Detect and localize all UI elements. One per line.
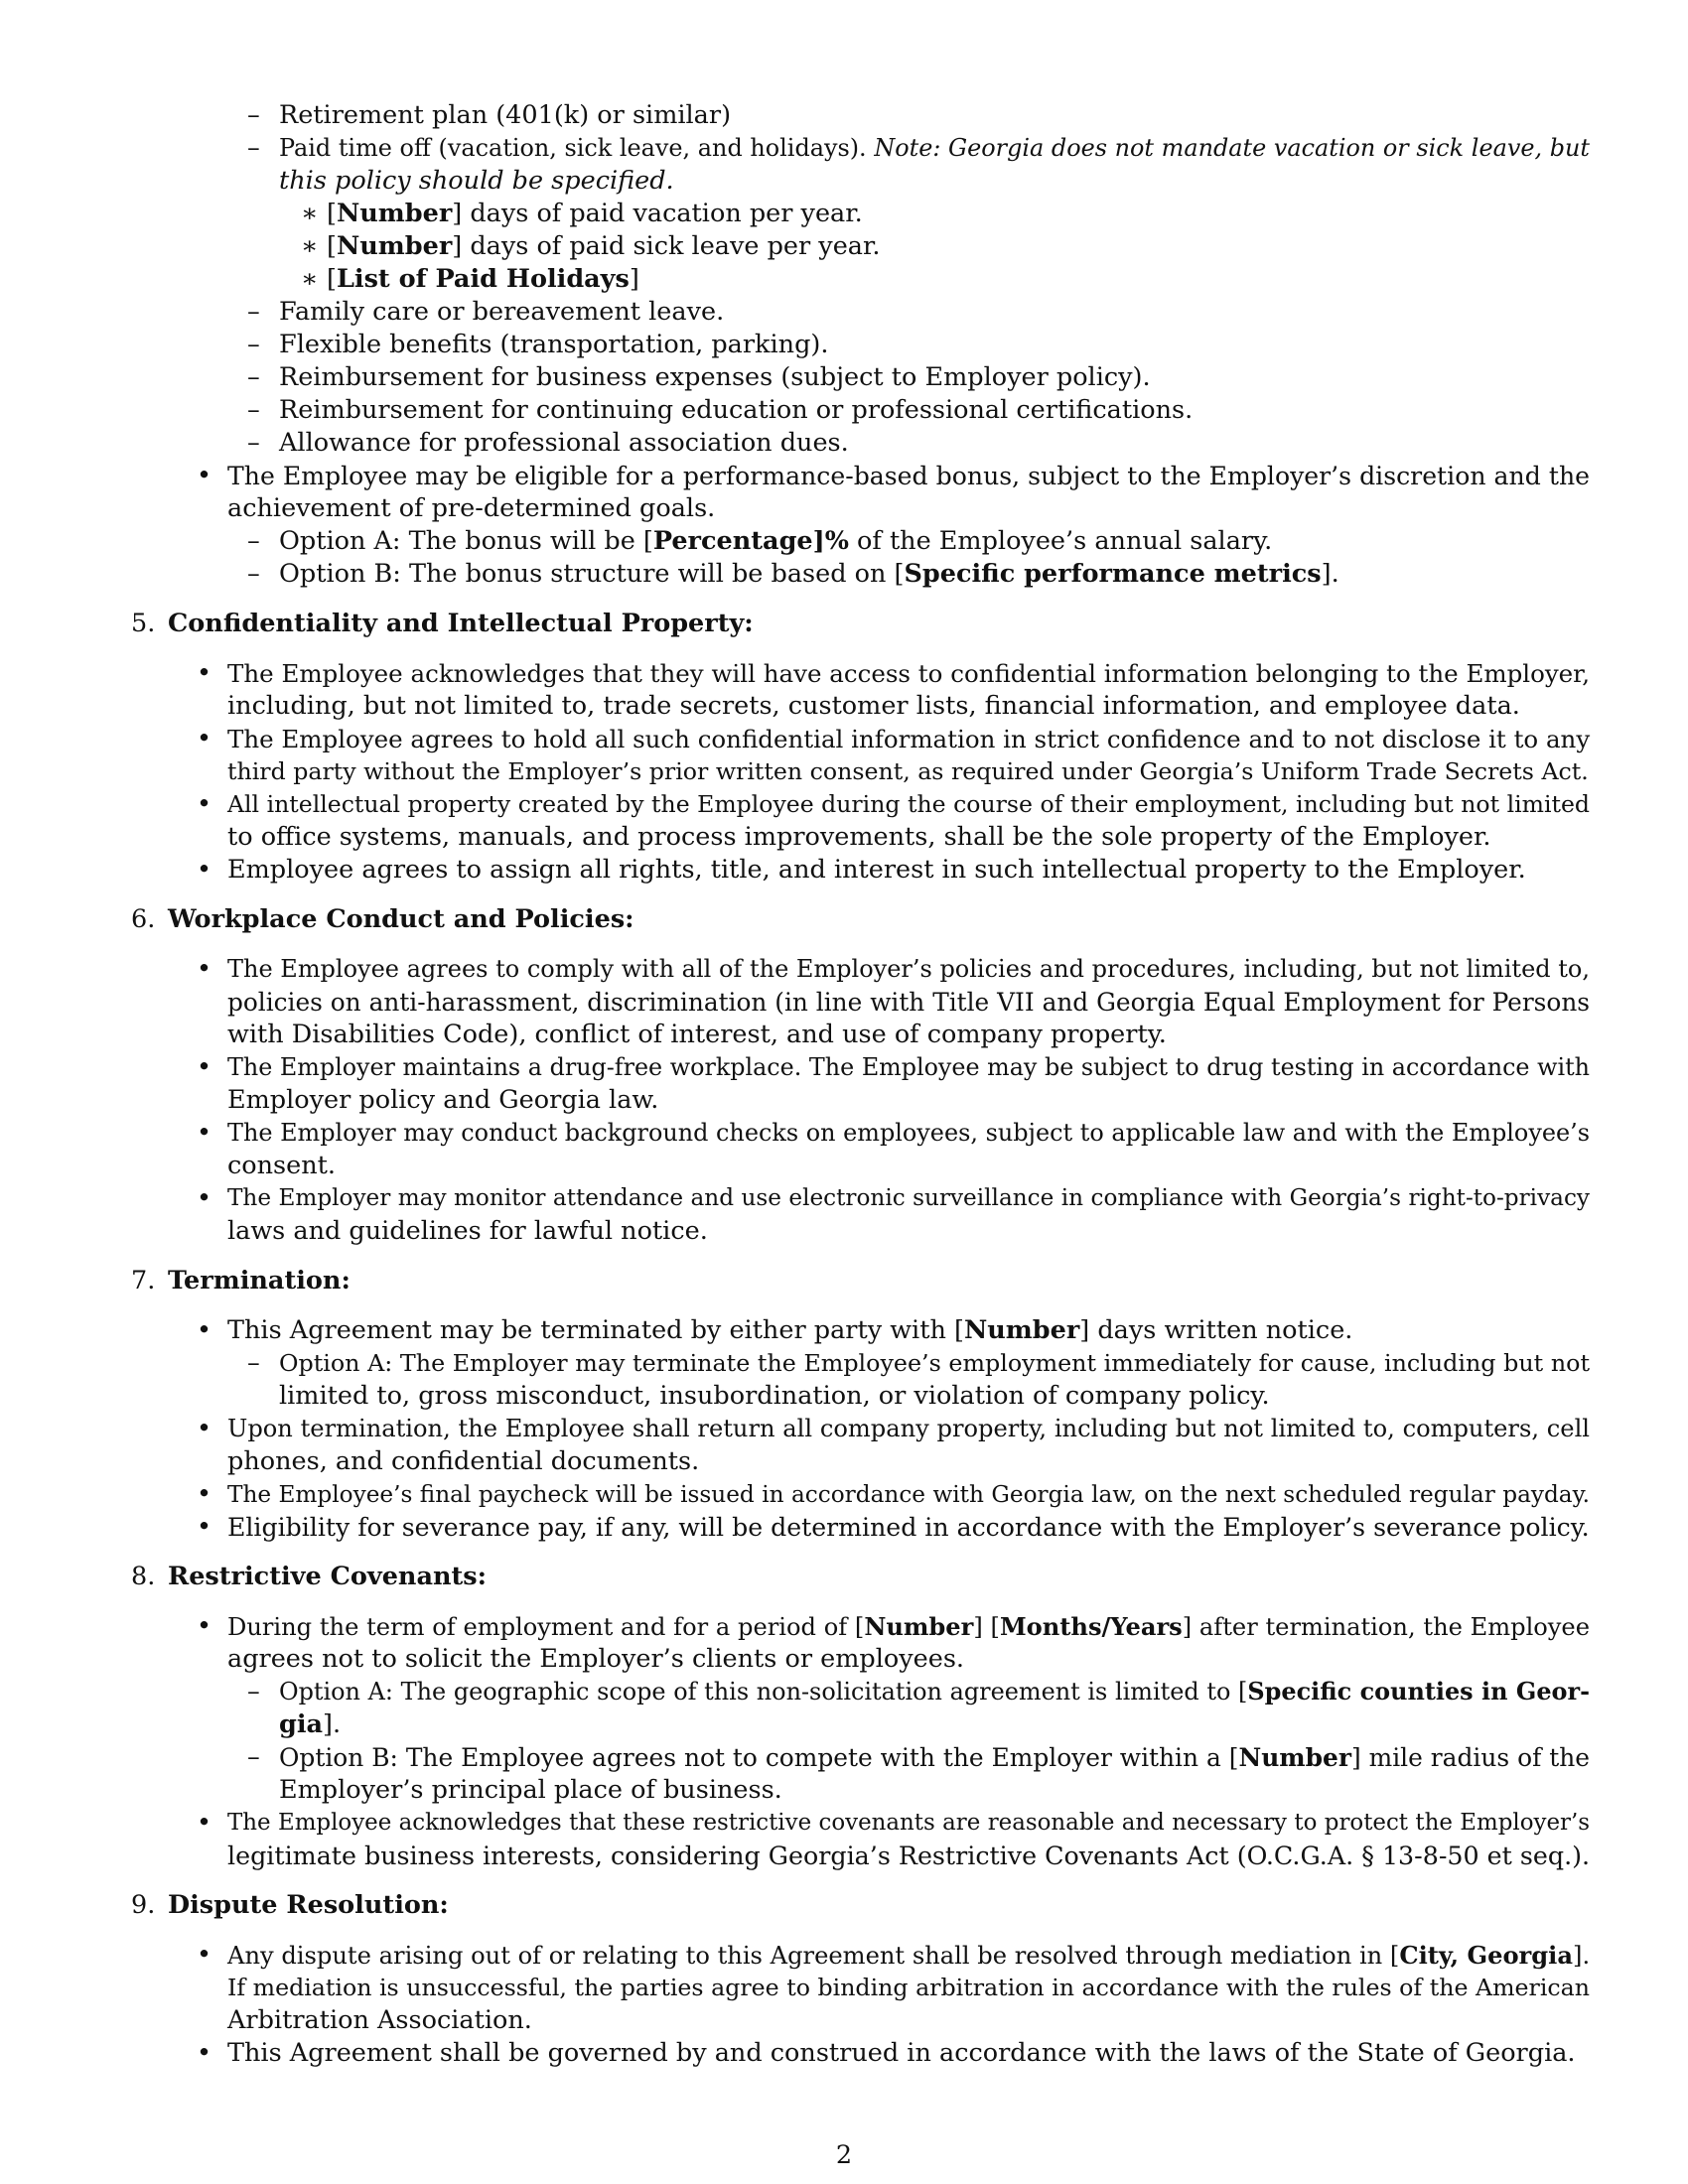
section-heading: 8. Restrictive Covenants: [131,1562,488,1591]
list-item-continuation: to office systems, manuals, and process improvements, shall be the sole property of the Employer. [227,822,1491,852]
list-item: – Option A: The Employer may terminate the Employee’s employment immediately for cause, including but not [247,1348,1590,1378]
list-item-continuation: phones, and confidential documents. [227,1446,700,1476]
list-item-continuation: this policy should be specified. [279,166,674,196]
list-item: – Allowance for professional association dues. [247,428,849,458]
placeholder-field: Number [864,1612,974,1641]
document-body [0,99,1688,2070]
placeholder-field: Number [336,199,453,228]
list-item: • Eligibility for severance pay, if any, will be determined in accordance with the Employer’s severance policy. [197,1512,1590,1542]
placeholder-field: Months/Years [999,1612,1183,1641]
list-item-continuation: including, but not limited to, trade secrets, customer lists, financial information, and employee data. [227,691,1520,721]
list-item-continuation: If mediation is unsuccessful, the parties agree to binding arbitration in accordance with the rules of the American [227,1974,1590,2001]
list-item: – Paid time off (vacation, sick leave, and holidays). Note: Georgia does not mandate vacation or sick leave, but [247,133,1590,163]
placeholder-field: Specific counties in Geor- [1247,1678,1590,1706]
list-item-continuation: consent. [227,1151,337,1180]
list-item: • The Employee acknowledges that they will have access to confidential information belonging to the Employer, [197,658,1590,688]
list-item: – Reimbursement for continuing education or professional certifications. [247,395,1194,425]
list-item: – Option A: The bonus will be [Percentage]% of the Employee’s annual salary. [247,526,1273,556]
section-heading: 5. Confidentiality and Intellectual Property: [131,609,754,638]
placeholder-field: Number [336,231,453,261]
note-text: Note: Georgia does not mandate vacation or sick leave, but [874,134,1590,162]
section-heading: 7. Termination: [131,1266,351,1296]
list-item-continuation: Employer’s principal place of business. [279,1775,782,1805]
list-item: • The Employer may conduct background checks on employees, subject to applicable law and with the Employee’s [197,1118,1590,1148]
list-item: • The Employee acknowledges that these restrictive covenants are reasonable and necessary to protect the Employer’s [197,1808,1590,1838]
list-item: – Option B: The Employee agrees not to compete with the Employer within a [Number] mile radius of the [247,1742,1590,1772]
list-item: • All intellectual property created by the Employee during the course of their employment, including but not limited [197,789,1590,819]
list-item-continuation: agrees not to solicit the Employer’s clients or employees. [227,1644,965,1674]
list-item-continuation: laws and guidelines for lawful notice. [227,1216,708,1246]
section-heading: 6. Workplace Conduct and Policies: [131,904,634,934]
list-item: ∗ [List of Paid Holidays] [301,264,639,294]
list-item: • This Agreement may be terminated by either party with [Number] days written notice. [197,1315,1353,1345]
list-item-continuation: third party without the Employer’s prior written consent, as required under Georgia’s Uniform Trade Secrets Act. [227,757,1589,785]
list-item: – Option A: The geographic scope of this non-solicitation agreement is limited to [Specific counties in Geor- [247,1677,1590,1706]
placeholder-field: Specific performance metrics [904,559,1322,589]
list-item: ∗ [Number] days of paid sick leave per year. [301,231,881,261]
placeholder-field: Percentage [652,526,813,556]
list-item-continuation: legitimate business interests, considering Georgia’s Restrictive Covenants Act (O.C.G.A. § 13-8-50 et seq.). [227,1841,1591,1870]
list-item: – Reimbursement for business expenses (subject to Employer policy). [247,362,1151,392]
list-item: • Any dispute arising out of or relating to this Agreement shall be resolved through mediation in [City, Georgia]. [197,1940,1591,1970]
list-item: • Upon termination, the Employee shall return all company property, including but not limited to, computers, cell [197,1414,1590,1443]
section-heading: 9. Dispute Resolution: [131,1890,449,1920]
list-item-continuation: limited to, gross misconduct, insubordination, or violation of company policy. [279,1381,1270,1411]
page-number: 2 [835,2140,853,2170]
list-item: • The Employee agrees to hold all such confidential information in strict confidence and to not disclose it to any [197,724,1591,753]
list-item-continuation: Employer policy and Georgia law. [227,1085,659,1115]
list-item-continuation: policies on anti-harassment, discrimination (in line with Title VII and Georgia Equal Employment for Persons [227,988,1590,1017]
placeholder-field: List of Paid Holidays [336,264,630,294]
list-item: – Option B: The bonus structure will be based on [Specific performance metrics]. [247,559,1339,589]
list-item-continuation: Arbitration Association. [227,2005,532,2035]
list-item: • The Employee’s final paycheck will be issued in accordance with Georgia law, on the next scheduled regular payday. [197,1479,1590,1509]
list-item: • The Employee agrees to comply with all of the Employer’s policies and procedures, including, but not limited to, [197,954,1590,984]
list-item-continuation: gia]. [279,1709,342,1739]
placeholder-field: City, Georgia [1399,1941,1574,1970]
placeholder-field: Number [963,1315,1080,1345]
list-item: • The Employer maintains a drug-free workplace. The Employee may be subject to drug testing in accordance with [197,1052,1590,1082]
list-item: • During the term of employment and for a period of [Number] [Months/Years] after termination, the Employee [197,1611,1590,1641]
list-item-continuation: with Disabilities Code), conflict of interest, and use of company property. [227,1020,1167,1049]
list-item: • Employee agrees to assign all rights, title, and interest in such intellectual property to the Employer. [197,855,1526,885]
list-item: • The Employee may be eligible for a performance-based bonus, subject to the Employer’s discretion and the [197,461,1590,490]
list-item: – Family care or bereavement leave. [247,297,725,327]
list-item-continuation: achievement of pre-determined goals. [227,493,716,523]
list-item: – Retirement plan (401(k) or similar) [247,100,732,130]
list-item: ∗ [Number] days of paid vacation per year. [301,199,863,228]
list-item: – Flexible benefits (transportation, parking). [247,330,829,359]
list-item: • The Employer may monitor attendance and use electronic surveillance in compliance with Georgia’s right-to-privacy [197,1183,1590,1213]
list-item: • This Agreement shall be governed by and construed in accordance with the laws of the State of Georgia. [197,2038,1576,2068]
placeholder-field: Number [1238,1743,1351,1772]
